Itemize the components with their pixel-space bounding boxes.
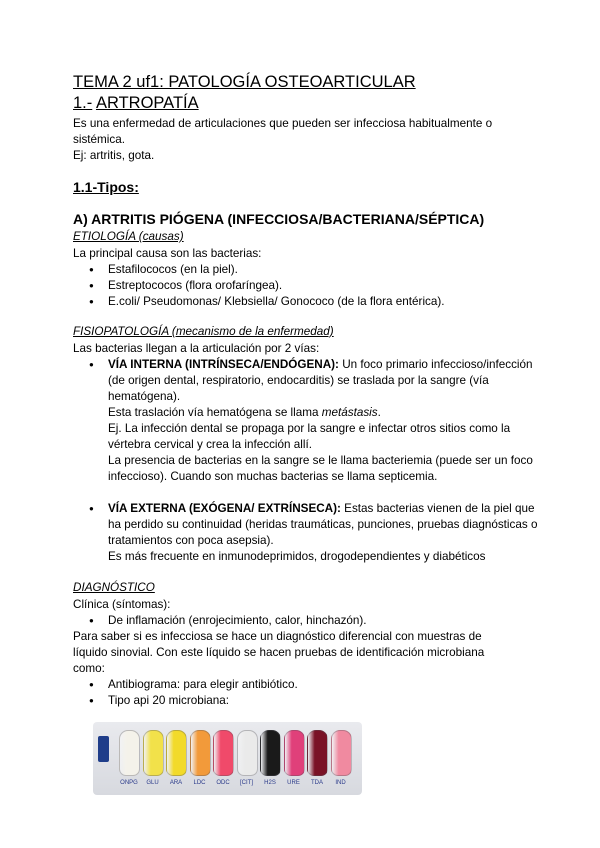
list-item: ● De inflamación (enrojecimiento, calor, hinchazón). (73, 613, 513, 629)
api-tube-label: TDA (311, 780, 323, 786)
list-item: ● Estafilococos (en la piel). (73, 262, 513, 278)
diagnostico-list-2 (73, 677, 513, 709)
section-number: 1.- (73, 94, 93, 112)
api-logo (98, 736, 109, 762)
etiologia-lead: La principal causa son las bacterias: (73, 247, 262, 260)
metastasis-period: . (377, 406, 381, 419)
api-tube (237, 730, 258, 776)
list-item-via-externa (73, 501, 543, 548)
via-externa-title: VÍA EXTERNA (EXÓGENA/ EXTRÍNSECA): (108, 502, 341, 515)
api-tube-label: IND (335, 780, 346, 786)
metastasis-term: metástasis (321, 406, 378, 419)
via-interna-text: Un foco primario infeccioso/infección (de origen dental, respiratorio, endocarditis) se traslada por la sangre (vía hematógena). (108, 358, 533, 403)
via-externa-text: Estas bacterias vienen de la piel que ha perdido su continuidad (heridas traumáticas, punciones, pruebas diagnósticas o tratamientos con poca asepsia). (108, 502, 538, 547)
api-tube (213, 730, 234, 776)
list-item: ● Antibiograma: para elegir antibiótico. (73, 677, 513, 693)
api-tube-label: H2S (264, 780, 276, 786)
api-tube (119, 730, 140, 776)
via-interna-metastasis (73, 405, 543, 421)
diagnostico-heading: DIAGNÓSTICO (73, 581, 155, 594)
via-externa-frequency: Es más frecuente en inmunodeprimidos, drogodependientes y diabéticos (108, 550, 486, 563)
list-item: ● Estreptococos (flora orofaríngea). (73, 278, 513, 294)
list-item-via-interna (73, 357, 543, 404)
api-tube-label: ARA (169, 780, 183, 786)
artritis-heading: A) ARTRITIS PIÓGENA (INFECCIOSA/BACTERIANA/SÉPTICA) (73, 211, 485, 227)
api-tube (260, 730, 281, 776)
via-interna-title: VÍA INTERNA (INTRÍNSECA/ENDÓGENA): (108, 358, 339, 371)
fisiopatologia-list (73, 357, 543, 404)
etiologia-heading: ETIOLOGÍA (causas) (73, 230, 184, 243)
intro-paragraph: Es una enfermedad de articulaciones que pueden ser infecciosa habitualmente o sistémica. (73, 117, 493, 146)
api-tube-label: [CIT] (240, 780, 253, 786)
diagnostico-paragraph: Para saber si es infecciosa se hace un diagnóstico diferencial con muestras de líquido sinovial. Con este líquido se hacen pruebas de identificación microbiana como: (73, 630, 485, 675)
api-tube (143, 730, 164, 776)
api-tube (331, 730, 352, 776)
api-tube-label: ONPG (120, 780, 138, 786)
api-tube (307, 730, 328, 776)
api-tube (190, 730, 211, 776)
via-interna-bacteriemia: La presencia de bacterias en la sangre se le llama bacteriemia (puede ser un foco infeccioso). Cuando son muchas bacterias se llama septicemia. (108, 454, 533, 483)
api-tube-label: GLU (146, 780, 159, 786)
api-tube (166, 730, 187, 776)
api-tube-label: URE (287, 780, 300, 786)
list-item: ● Tipo api 20 microbiana: (73, 693, 513, 709)
api-tube-label: LDC (193, 780, 206, 786)
metastasis-text: Esta traslación vía hematógena se llama (108, 406, 322, 419)
api-tube-label: ODC (216, 780, 230, 786)
fisiopatologia-heading: FISIOPATOLOGÍA (mecanismo de la enfermedad) (73, 325, 334, 338)
document-title: TEMA 2 uf1: PATOLOGÍA OSTEOARTICULAR (73, 73, 416, 91)
via-interna-example: Ej. La infección dental se propaga por la sangre e infectar otros sitios como la vértebra cervical y crea la infección allí. (108, 422, 511, 451)
list-item: ● E.coli/ Pseudomonas/ Klebsiella/ Gonococo (de la flora entérica). (73, 294, 513, 310)
tipos-heading: 1.1-Tipos: (73, 179, 139, 195)
section-label: ARTROPATÍA (95, 94, 199, 112)
diagnostico-lead: Clínica (síntomas): (73, 598, 171, 611)
section-heading-artropatia (73, 94, 199, 113)
diagnostico-list-1 (73, 613, 513, 629)
api20-strip-image (93, 722, 362, 795)
fisiopatologia-list-2 (73, 501, 543, 548)
intro-example: Ej: artritis, gota. (73, 149, 155, 162)
api-tube (284, 730, 305, 776)
etiologia-list (73, 262, 513, 309)
fisiopatologia-lead: Las bacterias llegan a la articulación por 2 vías: (73, 342, 320, 355)
